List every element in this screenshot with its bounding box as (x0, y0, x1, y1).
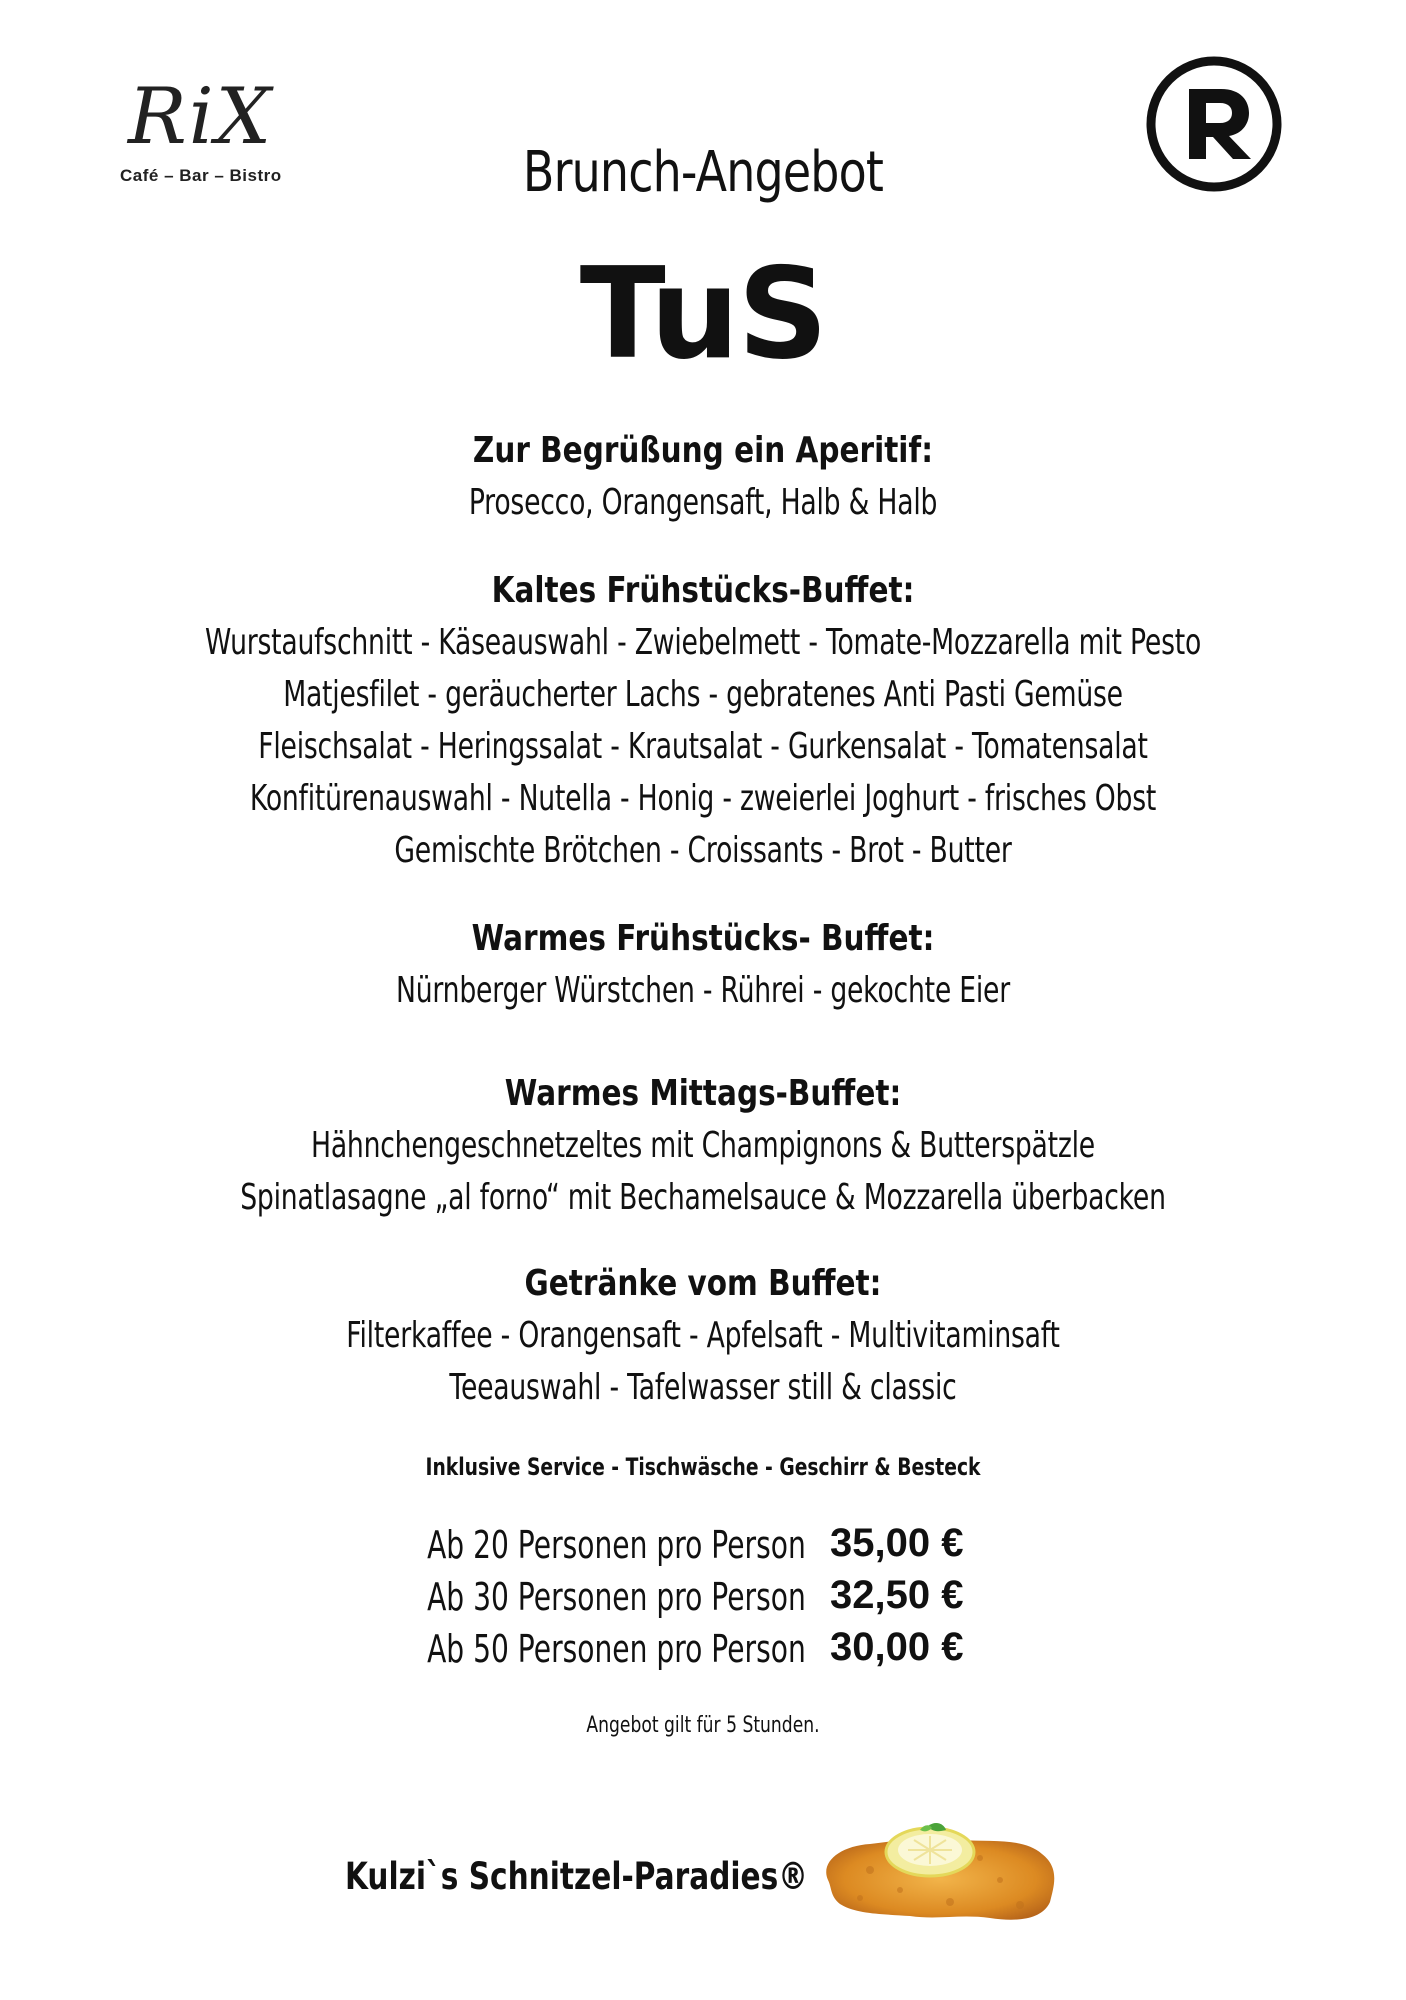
section-line: Filterkaffee - Orangensaft - Apfelsaft - Multivitaminsaft (346, 1315, 1060, 1356)
section-heading: Warmes Frühstücks- Buffet: (471, 918, 935, 959)
section-line: Teeauswahl - Tafelwasser still & classic (449, 1367, 957, 1408)
section-heading: Getränke vom Buffet: (524, 1263, 882, 1304)
offer-title: TuS (579, 240, 827, 387)
section-line: Spinatlasagne „al forno“ mit Bechamelsauce & Mozzarella überbacken (240, 1177, 1166, 1218)
section-heading: Kaltes Frühstücks-Buffet: (491, 570, 915, 611)
section-heading: Zur Begrüßung ein Aperitif: (472, 430, 934, 471)
service-note: Inklusive Service - Tischwäsche - Geschirr & Besteck (425, 1453, 981, 1481)
section-line: Hähnchengeschnetzeltes mit Champignons & Butterspätzle (311, 1125, 1095, 1166)
price-row (0, 1523, 1406, 1575)
section-line: Konfitürenauswahl - Nutella - Honig - zweierlei Joghurt - frisches Obst (249, 778, 1157, 819)
price-value: 35,00 € (830, 1521, 964, 1565)
price-value: 32,50 € (830, 1573, 964, 1617)
section-line: Nürnberger Würstchen - Rührei - gekochte Eier (396, 970, 1010, 1011)
section-heading: Warmes Mittags-Buffet: (504, 1073, 902, 1114)
footer-brand: Kulzi`s Schnitzel-Paradies® (345, 1855, 808, 1898)
price-label: Ab 50 Personen pro Person (427, 1627, 806, 1671)
price-label: Ab 20 Personen pro Person (427, 1523, 806, 1567)
section-line: Wurstaufschnitt - Käseauswahl - Zwiebelmett - Tomate-Mozzarella mit Pesto (204, 622, 1202, 663)
rix-subtitle: Café – Bar – Bistro (120, 166, 282, 185)
rix-wordmark: RiX (128, 72, 274, 162)
validity-note: Angebot gilt für 5 Stunden. (586, 1713, 820, 1738)
offer-subtitle: Brunch-Angebot (522, 140, 884, 205)
price-row (0, 1575, 1406, 1627)
section-line: Fleischsalat - Heringssalat - Krautsalat - Gurkensalat - Tomatensalat (258, 726, 1148, 767)
section-line: Prosecco, Orangensaft, Halb & Halb (468, 482, 938, 523)
price-label: Ab 30 Personen pro Person (427, 1575, 806, 1619)
schnitzel-image (810, 1810, 1070, 1930)
section-line: Gemischte Brötchen - Croissants - Brot - Butter (394, 830, 1012, 871)
section-line: Matjesfilet - geräucherter Lachs - gebratenes Anti Pasti Gemüse (283, 674, 1123, 715)
price-value: 30,00 € (830, 1625, 964, 1669)
price-row (0, 1627, 1406, 1679)
